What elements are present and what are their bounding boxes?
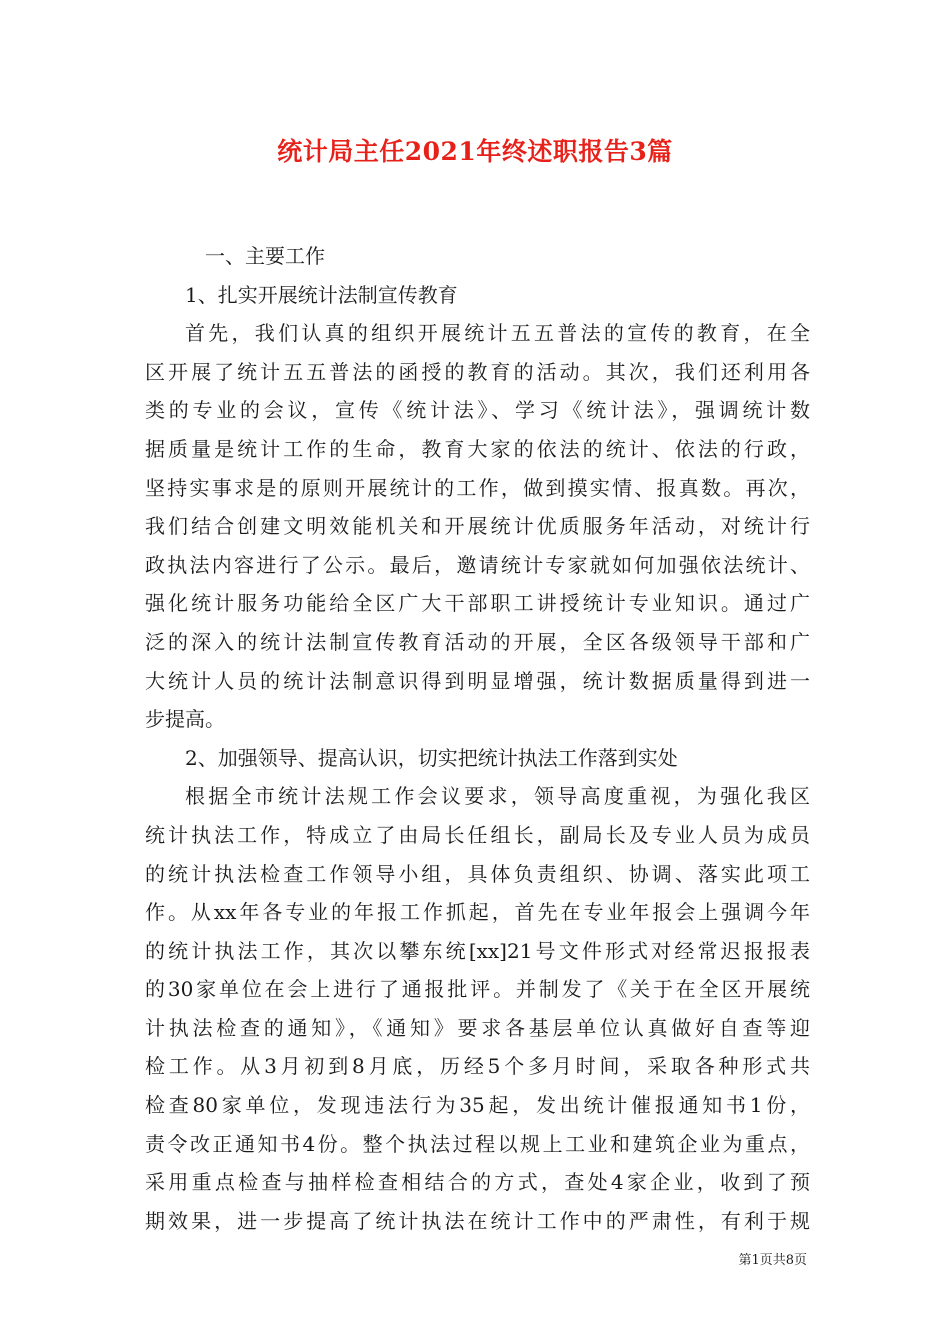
main-heading: 一、主要工作	[205, 244, 325, 268]
paragraph-line: 坚持实事求是的原则开展统计的工作，做到摸实情、报真数。再次，	[145, 475, 810, 500]
paragraph-line: 大统计人员的统计法制意识得到明显增强，统计数据质量得到进一	[145, 668, 810, 693]
paragraph-line: 泛的深入的统计法制宣传教育活动的开展，全区各级领导干部和广	[145, 629, 810, 654]
paragraph-line: 强化统计服务功能给全区广大干部职工讲授统计专业知识。通过广	[145, 591, 810, 616]
section-1-heading: 1、扎实开展统计法制宣传教育	[185, 282, 458, 307]
paragraph-line: 的30家单位在会上进行了通报批评。并制发了《关于在全区开展统	[145, 977, 810, 1002]
paragraph-line: 的统计执法检查工作领导小组，具体负责组织、协调、落实此项工	[145, 861, 810, 886]
page-number	[738, 1249, 807, 1268]
paragraph-line: 的统计执法工作，其次以攀东统[xx]21号文件形式对经常迟报报表	[145, 938, 810, 963]
section-1-paragraph	[145, 314, 810, 739]
section-2-heading: 2、加强领导、提高认识，切实把统计执法工作落到实处	[185, 745, 678, 770]
paragraph-line: 计执法检查的通知》，《通知》要求各基层单位认真做好自查等迎	[145, 1015, 810, 1040]
paragraph-line: 作。从xx年各专业的年报工作抓起，首先在专业年报会上强调今年	[145, 900, 810, 925]
paragraph-line: 据质量是统计工作的生命，教育大家的依法的统计、依法的行政，	[145, 436, 810, 461]
section-2-paragraph	[145, 777, 810, 1240]
paragraph-line: 检查80家单位，发现违法行为35起，发出统计催报通知书1份，	[145, 1093, 810, 1118]
paragraph-line: 采用重点检查与抽样检查相结合的方式，查处4家企业，收到了预	[145, 1170, 810, 1195]
page-title: 统计局主任2021年终述职报告3篇	[277, 137, 673, 166]
document-body	[145, 237, 810, 1240]
paragraph-line: 首先，我们认真的组织开展统计五五普法的宣传的教育，在全	[185, 321, 810, 346]
paragraph-line: 类的专业的会议，宣传《统计法》、学习《统计法》，强调统计数	[145, 398, 810, 423]
paragraph-line: 区开展了统计五五普法的函授的教育的活动。其次，我们还利用各	[145, 359, 810, 384]
paragraph-line: 统计执法工作，特成立了由局长任组长，副局长及专业人员为成员	[145, 822, 810, 847]
paragraph-line: 责令改正通知书4份。整个执法过程以规上工业和建筑企业为重点，	[145, 1131, 810, 1156]
paragraph-line: 期效果，进一步提高了统计执法在统计工作中的严肃性，有利于规	[145, 1208, 810, 1233]
paragraph-line: 根据全市统计法规工作会议要求，领导高度重视，为强化我区	[185, 784, 810, 809]
paragraph-line: 我们结合创建文明效能机关和开展统计优质服务年活动，对统计行	[145, 514, 810, 539]
paragraph-line: 政执法内容进行了公示。最后，邀请统计专家就如何加强依法统计、	[145, 552, 810, 577]
paragraph-line: 步提高。	[145, 707, 225, 732]
paragraph-line: 检工作。从3月初到8月底，历经5个多月时间，采取各种形式共	[145, 1054, 810, 1079]
page-number-label: 第1页共8页	[738, 1253, 807, 1268]
